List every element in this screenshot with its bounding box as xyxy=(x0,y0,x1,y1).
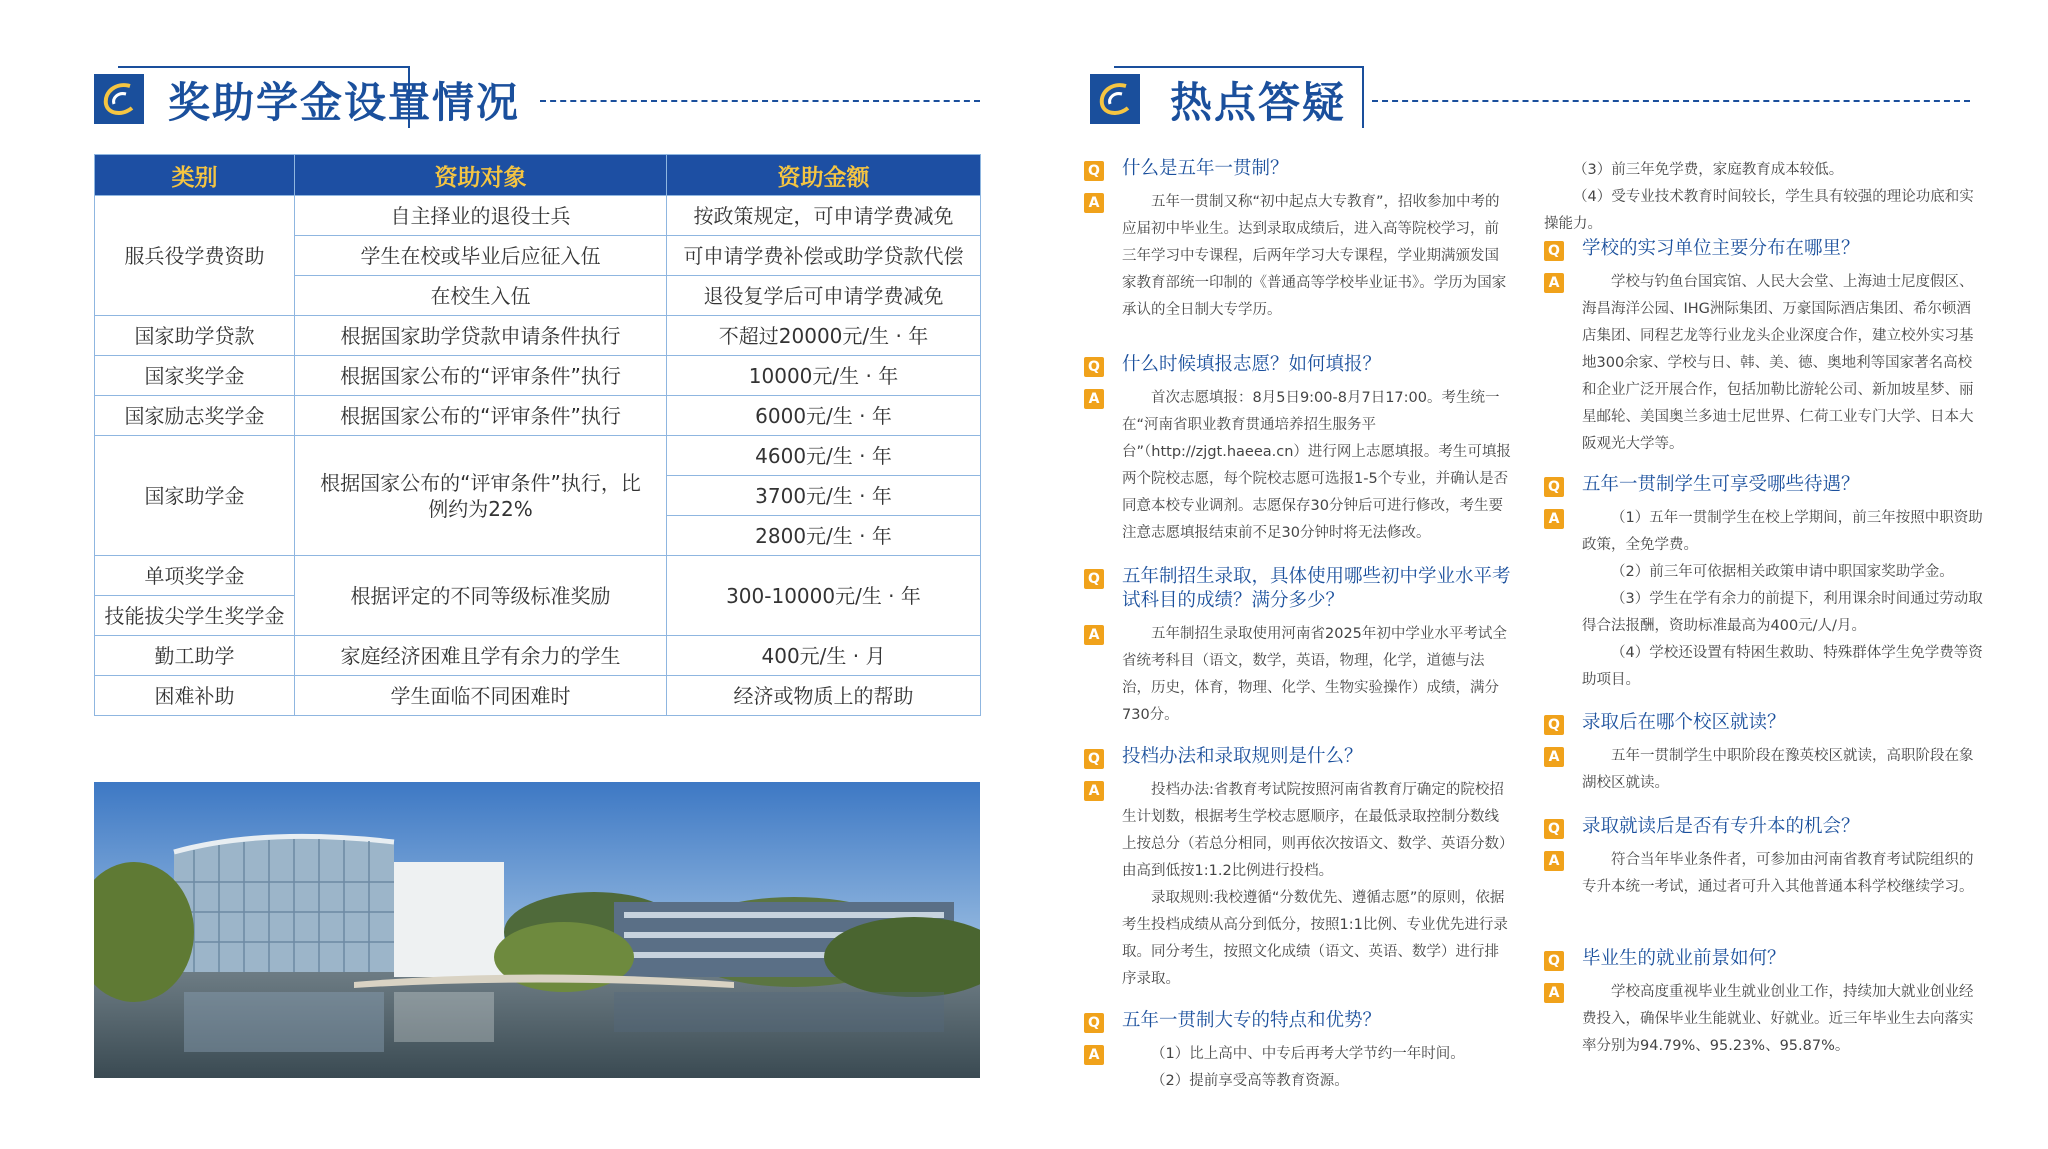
table-row xyxy=(95,196,981,236)
title-divider xyxy=(1372,100,1970,102)
amount-cell: 可申请学费补偿或助学贷款代偿 xyxy=(667,236,981,276)
category-cell: 国家助学金 xyxy=(95,436,295,556)
faq-item xyxy=(1084,745,1512,1009)
col-header-category: 类别 xyxy=(95,155,295,196)
target-cell: 根据国家公布的“评审条件”执行，比例约为22% xyxy=(295,436,667,556)
question-text: 录取就读后是否有专升本的机会？ xyxy=(1582,816,1860,837)
answer-text: 符合当年毕业条件者，可参加由河南省教育考试院组织的专升本统一考试，通过者可升入其他普通本科学校继续学习。 xyxy=(1582,852,1974,895)
amount-cell: 不超过20000元/生 · 年 xyxy=(667,316,981,356)
question-badge: Q xyxy=(1544,477,1564,497)
amount-cell: 3700元/生 · 年 xyxy=(667,476,981,516)
question-text: 什么时候填报志愿？如何填报？ xyxy=(1122,354,1382,375)
faq-item xyxy=(1084,565,1512,745)
target-cell: 根据国家公布的“评审条件”执行 xyxy=(295,356,667,396)
question-text: 什么是五年一贯制？ xyxy=(1122,158,1289,179)
target-cell: 根据评定的不同等级标准奖励 xyxy=(295,556,667,636)
question-text: 毕业生的就业前景如何？ xyxy=(1582,948,1786,969)
category-cell: 国家助学贷款 xyxy=(95,316,295,356)
left-section-header xyxy=(94,64,984,128)
right-section-title: 热点答疑 xyxy=(1170,78,1347,127)
amount-cell: 400元/生 · 月 xyxy=(667,636,981,676)
question-badge: Q xyxy=(1084,357,1104,377)
category-cell: 勤工助学 xyxy=(95,636,295,676)
question-badge: Q xyxy=(1544,951,1564,971)
question-text: 五年一贯制学生可享受哪些待遇？ xyxy=(1582,474,1860,495)
table-row xyxy=(95,436,981,476)
answer-badge: A xyxy=(1084,625,1104,645)
amount-cell: 10000元/生 · 年 xyxy=(667,356,981,396)
faq-item xyxy=(1544,947,1984,1060)
table-row xyxy=(95,556,981,596)
faq-column-1 xyxy=(1084,157,1512,1095)
col-header-target: 资助对象 xyxy=(295,155,667,196)
amount-cell: 300-10000元/生 · 年 xyxy=(667,556,981,636)
question-badge: Q xyxy=(1544,715,1564,735)
answer-text: 学校与钓鱼台国宾馆、人民大会堂、上海迪士尼度假区、海昌海洋公园、IHG洲际集团、万豪国际酒店集团、希尔顿酒店集团、同程艺龙等行业龙头企业深度合作，建立校外实习基地300余家、学校与日、韩、美、德、奥地利等国家著名高校和企业广泛开展合作，包括加勒比游轮公司、新加坡星梦、丽星邮轮、美国奥兰多迪士尼世界、仁荷工业专门大学、日本大阪观光大学等。 xyxy=(1582,274,1974,452)
target-cell: 学生在校或毕业后应征入伍 xyxy=(295,236,667,276)
amount-cell: 退役复学后可申请学费减免 xyxy=(667,276,981,316)
table-row xyxy=(95,676,981,716)
category-cell: 技能拔尖学生奖学金 xyxy=(95,596,295,636)
answer-text: 五年一贯制又称“初中起点大专教育”，招收参加中考的应届初中毕业生。达到录取成绩后，进入高等院校学习，前三年学习中专课程，后两年学习大专课程，学业期满颁发国家教育部统一印制的《普通高等学校毕业证书》。学历为国家承认的全日制大专学历。 xyxy=(1122,194,1507,318)
answer-badge: A xyxy=(1544,851,1564,871)
answer-text: 首次志愿填报：8月5日9:00-8月7日17:00。考生统一在“河南省职业教育贯通培养招生服务平台”（http://zjgt.haeea.cn）进行网上志愿填报。考生可填报两个院校志愿，每个院校志愿可选报1-5个专业，并确认是否同意本校专业调剂。志愿保存30分钟后可进行修改，考生要注意志愿填报结束前不足30分钟时将无法修改。 xyxy=(1122,390,1511,541)
answer-text: 投档办法:省教育考试院按照河南省教育厅确定的院校招生计划数，根据考生学校志愿顺序，在最低录取控制分数线上按总分（若总分相同，则再依次按语文、数学、英语分数）由高到低按1:1.2比例进行投档。 录取规则:我校遵循“分数优先、遵循志愿”的原则，依据考生投档成绩从高分到低分，按照1:1比例、专业优先进行录取。同分考生，按照文化成绩（语文、英语、数学）进行排序录取。 xyxy=(1122,782,1508,987)
answer-text: （1）五年一贯制学生在校上学期间，前三年按照中职资助政策，全免学费。 （2）前三年可依据相关政策申请中职国家奖助学金。 （3）学生在学有余力的前提下，利用课余时间通过劳动取得合法报酬，资助标准最高为400元/人/月。 （4）学校还设置有特困生救助、特殊群体学生免学费等资助项目。 xyxy=(1582,510,1983,688)
answer-text: （1）比上高中、中专后再考大学节约一年时间。 （2）提前享受高等教育资源。 xyxy=(1151,1046,1465,1089)
campus-photo xyxy=(94,782,980,1078)
question-text: 投档办法和录取规则是什么？ xyxy=(1122,746,1363,767)
target-cell: 根据国家助学贷款申请条件执行 xyxy=(295,316,667,356)
question-text: 学校的实习单位主要分布在哪里？ xyxy=(1582,238,1860,259)
question-badge: Q xyxy=(1544,819,1564,839)
answer-text: 五年制招生录取使用河南省2025年初中学业水平考试全省统考科目（语文，数学，英语，物理，化学，道德与法治，历史，体育，物理、化学、生物实验操作）成绩，满分730分。 xyxy=(1122,626,1507,723)
faq-item xyxy=(1544,473,1984,711)
question-badge: Q xyxy=(1084,1013,1104,1033)
faq-item xyxy=(1544,815,1984,947)
answer-text: 五年一贯制学生中职阶段在豫英校区就读，高职阶段在象湖校区就读。 xyxy=(1582,748,1974,791)
col-header-amount: 资助金额 xyxy=(667,155,981,196)
question-text: 录取后在哪个校区就读？ xyxy=(1582,712,1786,733)
table-row xyxy=(95,356,981,396)
left-section-title: 奖助学金设置情况 xyxy=(168,78,521,127)
table-row xyxy=(95,396,981,436)
right-section-header xyxy=(1090,64,1980,128)
amount-cell: 6000元/生 · 年 xyxy=(667,396,981,436)
target-cell: 家庭经济困难且学有余力的学生 xyxy=(295,636,667,676)
category-cell: 困难补助 xyxy=(95,676,295,716)
question-badge: Q xyxy=(1084,161,1104,181)
target-cell: 学生面临不同困难时 xyxy=(295,676,667,716)
question-text: 五年一贯制大专的特点和优势？ xyxy=(1122,1010,1382,1031)
answer-badge: A xyxy=(1084,1045,1104,1065)
title-divider xyxy=(540,100,980,102)
amount-cell: 按政策规定，可申请学费减免 xyxy=(667,196,981,236)
question-badge: Q xyxy=(1084,749,1104,769)
faq-item xyxy=(1544,237,1984,473)
faq-column-2 xyxy=(1544,157,1984,1060)
amount-cell: 4600元/生 · 年 xyxy=(667,436,981,476)
scholarship-table xyxy=(94,154,981,716)
answer-badge: A xyxy=(1544,983,1564,1003)
question-text: 五年制招生录取，具体使用哪些初中学业水平考试科目的成绩？满分多少？ xyxy=(1122,566,1511,611)
category-cell: 服兵役学费资助 xyxy=(95,196,295,316)
answer-badge: A xyxy=(1544,509,1564,529)
answer-badge: A xyxy=(1084,389,1104,409)
answer-badge: A xyxy=(1544,273,1564,293)
faq-item xyxy=(1084,157,1512,353)
table-header-row xyxy=(95,155,981,196)
category-cell: 国家奖学金 xyxy=(95,356,295,396)
answer-continuation: （3）前三年免学费，家庭教育成本较低。 （4）受专业技术教育时间较长，学生具有较强的理论功底和实操能力。 xyxy=(1544,162,1974,232)
target-cell: 根据国家公布的“评审条件”执行 xyxy=(295,396,667,436)
faq-item xyxy=(1544,711,1984,815)
answer-badge: A xyxy=(1084,193,1104,213)
category-cell: 国家励志奖学金 xyxy=(95,396,295,436)
question-badge: Q xyxy=(1084,569,1104,589)
answer-text: 学校高度重视毕业生就业创业工作，持续加大就业创业经费投入，确保毕业生能就业、好就业。近三年毕业生去向落实率分别为94.79%、95.23%、95.87%。 xyxy=(1582,984,1974,1054)
question-badge: Q xyxy=(1544,241,1564,261)
table-row xyxy=(95,316,981,356)
target-cell: 在校生入伍 xyxy=(295,276,667,316)
category-cell: 单项奖学金 xyxy=(95,556,295,596)
faq-item xyxy=(1084,1009,1512,1095)
answer-badge: A xyxy=(1544,747,1564,767)
target-cell: 自主择业的退役士兵 xyxy=(295,196,667,236)
amount-cell: 2800元/生 · 年 xyxy=(667,516,981,556)
answer-badge: A xyxy=(1084,781,1104,801)
table-row xyxy=(95,636,981,676)
faq-item xyxy=(1084,353,1512,565)
amount-cell: 经济或物质上的帮助 xyxy=(667,676,981,716)
